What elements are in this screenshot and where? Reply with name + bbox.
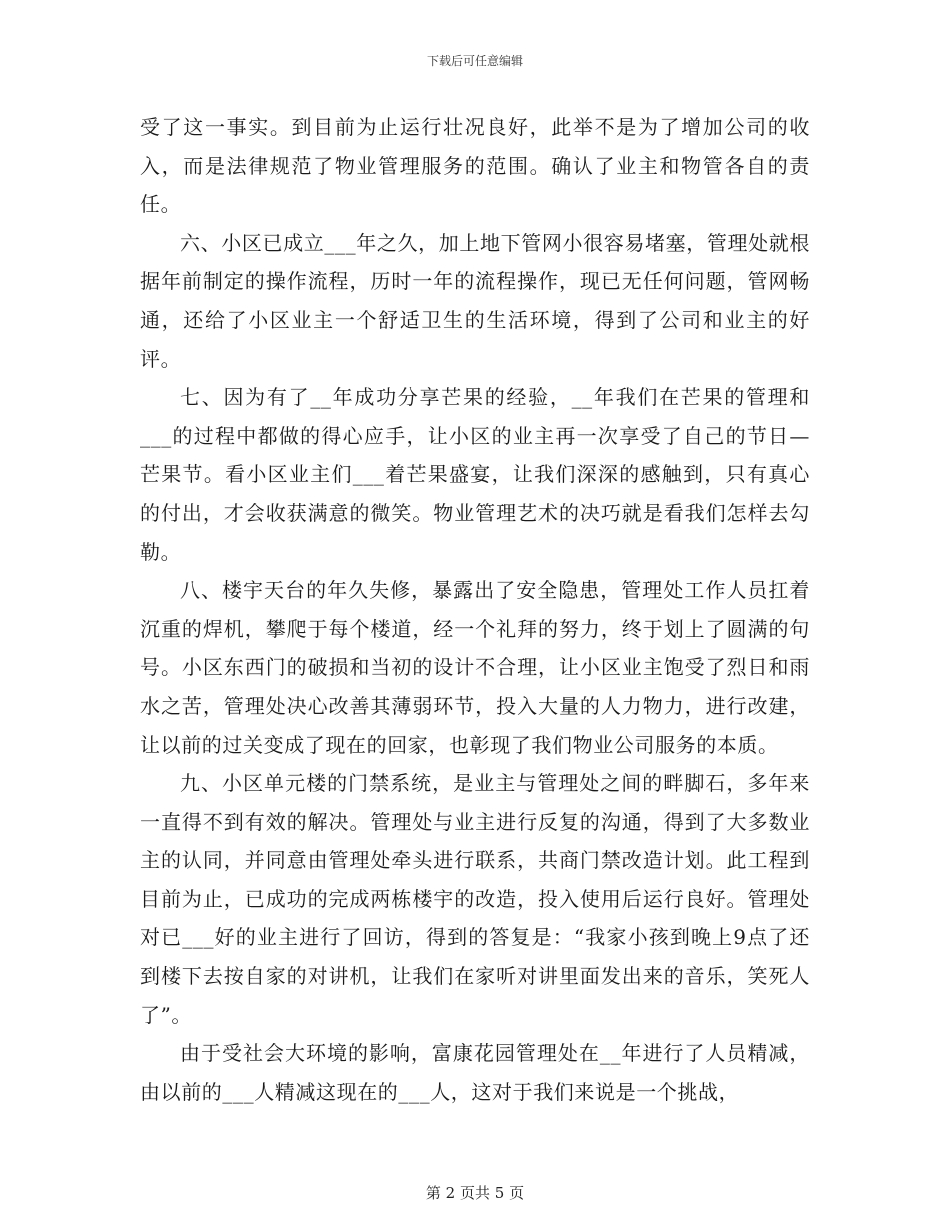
page-footer: 第 2 页共 5 页 [425,1184,525,1202]
paragraph-item-6: 六、小区已成立___年之久，加上地下管网小很容易堵塞，管理处就根据年前制定的操作流程，历时一年的流程操作，现已无任何问题，管网畅通，还给了小区业主一个舒适卫生的生活环境，得到了公司和业主的好评。 [140,230,810,371]
page-header: 下载后可任意编辑 [426,54,523,68]
paragraph-item-7: 七、因为有了__年成功分享芒果的经验，__年我们在芒果的管理和___的过程中都做的得心应手，让小区的业主再一次享受了自己的节日—芒果节。看小区业主们___着芒果盛宴，让我们深深的感触到，只有真心的付出，才会收获满意的微笑。物业管理艺术的决巧就是看我们怎样去勾勒。 [140,385,810,564]
document-body [140,108,810,1111]
paragraph-staffing: 由于受社会大环境的影响，富康花园管理处在__年进行了人员精减，由以前的___人精减这现在的___人，这对于我们来说是一个挑战， [140,1041,810,1104]
paragraph-item-8: 八、楼宇天台的年久失修，暴露出了安全隐患，管理处工作人员扛着沉重的焊机，攀爬于每个楼道，经一个礼拜的努力，终于划上了圆满的句号。小区东西门的破损和当初的设计不合理，让小区业主饱受了烈日和雨水之苦，管理处决心改善其薄弱环节，投入大量的人力物力，进行改建，让以前的过关变成了现在的回家，也彰现了我们物业公司服务的本质。 [140,578,810,757]
paragraph-continued: 受了这一事实。到目前为止运行壮况良好，此举不是为了增加公司的收入，而是法律规范了物业管理服务的范围。确认了业主和物管各自的责任。 [140,115,810,217]
paragraph-item-9: 九、小区单元楼的门禁系统，是业主与管理处之间的畔脚石，多年来一直得不到有效的解决。管理处与业主进行反复的沟通，得到了大多数业主的认同，并同意由管理处牵头进行联系，共商门禁改造计划。此工程到目前为止，已成功的完成两栋楼宇的改造，投入使用后运行良好。管理处对已___好的业主进行了回访，得到的答复是：“我家小孩到晚上9点了还到楼下去按自家的对讲机，让我们在家听对讲里面发出来的音乐，笑死人了”。 [140,771,810,1027]
